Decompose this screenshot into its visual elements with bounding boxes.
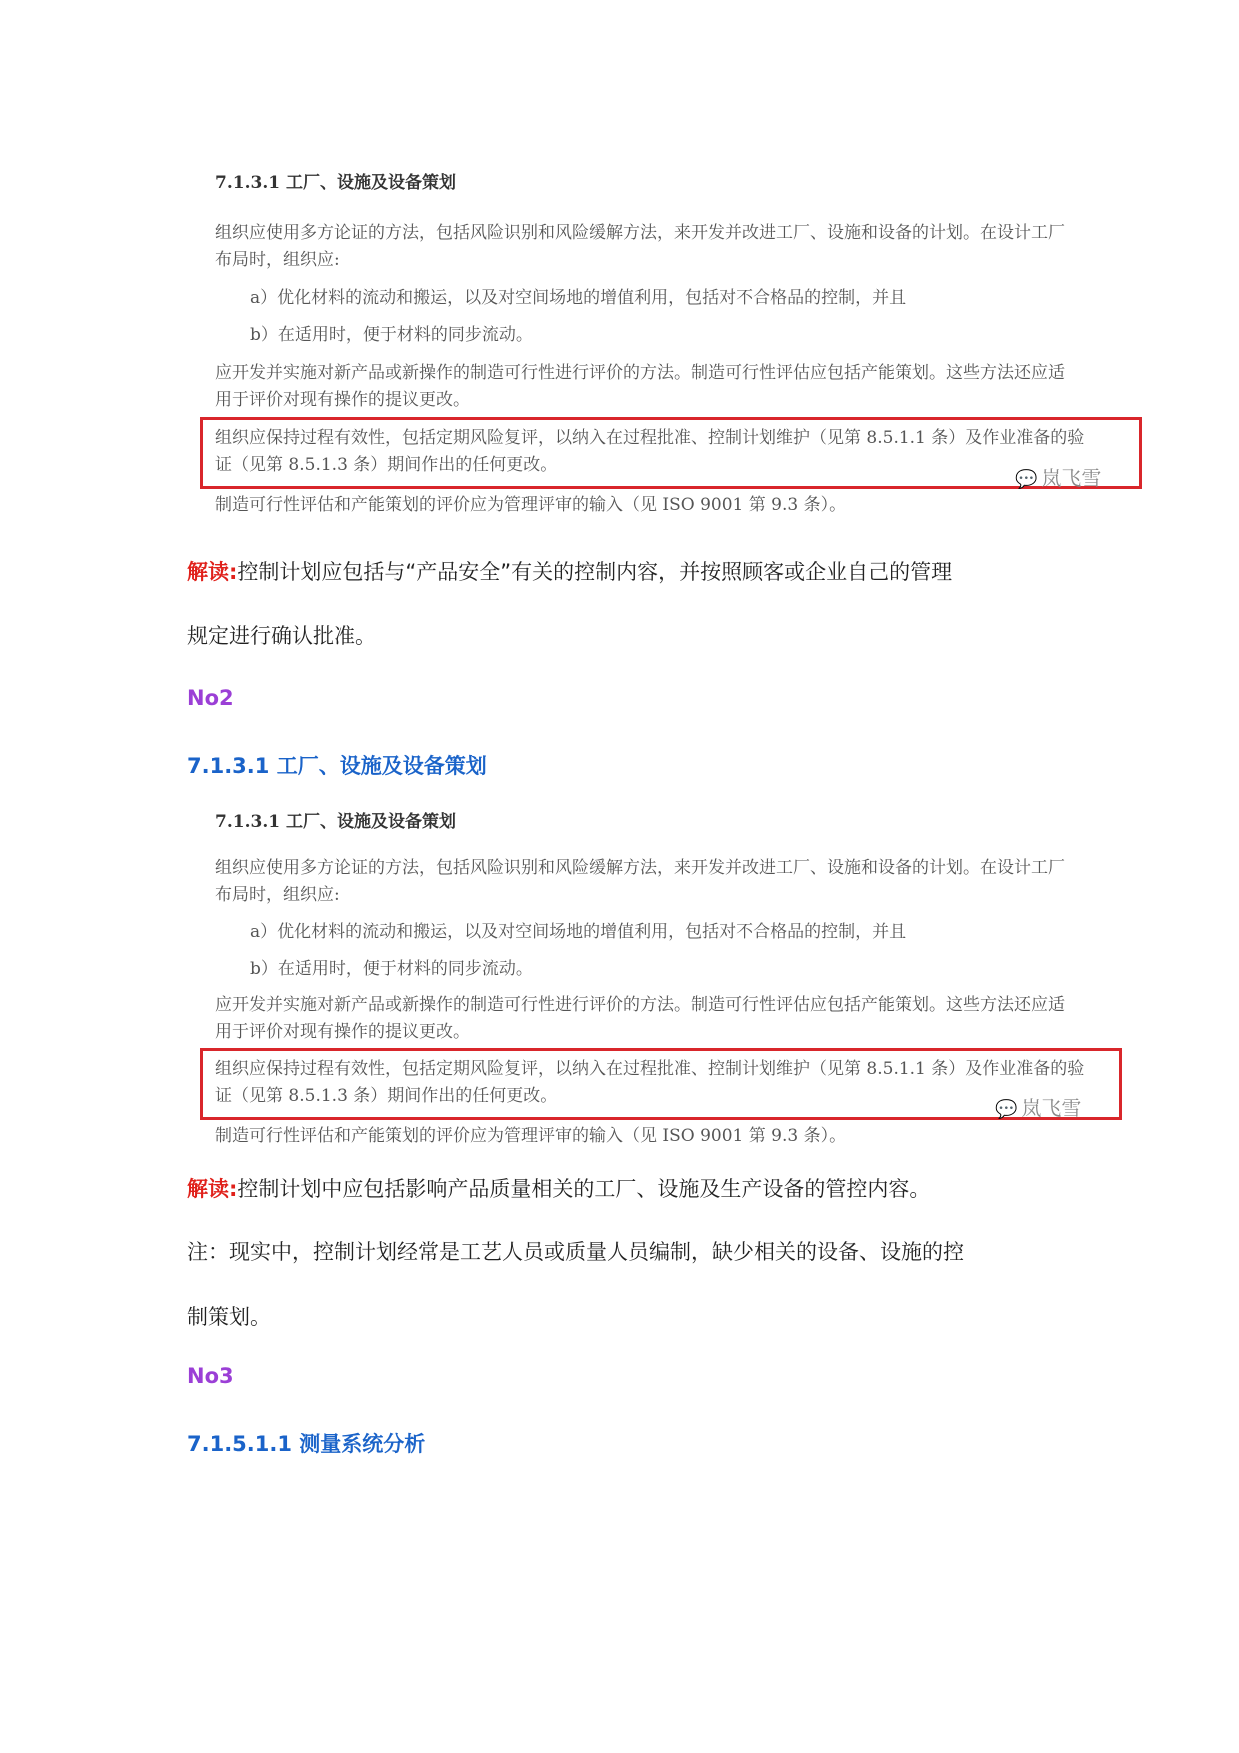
- interpretation-label: 解读:: [187, 560, 238, 584]
- excerpt-list-item: a）优化材料的流动和搬运，以及对空间场地的增值利用，包括对不合格品的控制，并且: [250, 288, 907, 308]
- excerpt-heading: 7.1.3.1 工厂、设施及设备策划: [215, 812, 456, 832]
- interpretation-text-continued: 规定进行确认批准。: [187, 624, 376, 648]
- excerpt-text: 用于评价对现有操作的提议更改。: [215, 390, 470, 410]
- interpretation-paragraph: [187, 1173, 930, 1203]
- excerpt-text: 应开发并实施对新产品或新操作的制造可行性进行评价的方法。制造可行性评估应包括产能策划。这些方法还应适: [215, 363, 1065, 383]
- excerpt-text: 布局时，组织应:: [215, 250, 340, 270]
- note-text-continued: 制策划。: [187, 1305, 271, 1329]
- excerpt-heading: 7.1.3.1 工厂、设施及设备策划: [215, 173, 456, 193]
- excerpt-text: 组织应使用多方论证的方法，包括风险识别和风险缓解方法，来开发并改进工厂、设施和设备的计划。在设计工厂: [215, 858, 1065, 878]
- interpretation-label: 解读:: [187, 1177, 238, 1201]
- item-number: No2: [187, 686, 234, 710]
- excerpt-list-item: a）优化材料的流动和搬运，以及对空间场地的增值利用，包括对不合格品的控制，并且: [250, 922, 907, 942]
- watermark-text: 岚飞雪: [1041, 466, 1102, 490]
- excerpt-text: 制造可行性评估和产能策划的评价应为管理评审的输入（见 ISO 9001 第 9.3 条）。: [215, 495, 847, 515]
- note-text: 注：现实中，控制计划经常是工艺人员或质量人员编制，缺少相关的设备、设施的控: [187, 1240, 964, 1264]
- excerpt-highlighted-text: 组织应保持过程有效性，包括定期风险复评，以纳入在过程批准、控制计划维护（见第 8.5.1.1 条）及作业准备的验: [215, 428, 1085, 448]
- interpretation-text: 控制计划应包括与“产品安全”有关的控制内容，并按照顾客或企业自己的管理: [237, 560, 953, 584]
- excerpt-highlighted-text: 证（见第 8.5.1.3 条）期间作出的任何更改。: [215, 1086, 558, 1106]
- excerpt-text: 用于评价对现有操作的提议更改。: [215, 1022, 470, 1042]
- section-title: 7.1.5.1.1 测量系统分析: [187, 1432, 426, 1456]
- excerpt-text: 布局时，组织应:: [215, 885, 340, 905]
- wechat-icon: 💬: [1015, 469, 1038, 490]
- section-title: 7.1.3.1 工厂、设施及设备策划: [187, 754, 487, 778]
- excerpt-text: 应开发并实施对新产品或新操作的制造可行性进行评价的方法。制造可行性评估应包括产能策划。这些方法还应适: [215, 995, 1065, 1015]
- excerpt-highlighted-text: 证（见第 8.5.1.3 条）期间作出的任何更改。: [215, 455, 558, 475]
- excerpt-text: 组织应使用多方论证的方法，包括风险识别和风险缓解方法，来开发并改进工厂、设施和设备的计划。在设计工厂: [215, 223, 1065, 243]
- excerpt-list-item: b）在适用时，便于材料的同步流动。: [250, 959, 533, 979]
- excerpt-highlighted-text: 组织应保持过程有效性，包括定期风险复评，以纳入在过程批准、控制计划维护（见第 8.5.1.1 条）及作业准备的验: [215, 1059, 1085, 1079]
- item-number: No3: [187, 1364, 234, 1388]
- excerpt-list-item: b）在适用时，便于材料的同步流动。: [250, 325, 533, 345]
- excerpt-text: 制造可行性评估和产能策划的评价应为管理评审的输入（见 ISO 9001 第 9.3 条）。: [215, 1126, 847, 1146]
- watermark: [995, 1095, 1081, 1123]
- watermark-text: 岚飞雪: [1021, 1096, 1082, 1120]
- interpretation-text: 控制计划中应包括影响产品质量相关的工厂、设施及生产设备的管控内容。: [237, 1177, 931, 1201]
- wechat-icon: 💬: [995, 1099, 1018, 1120]
